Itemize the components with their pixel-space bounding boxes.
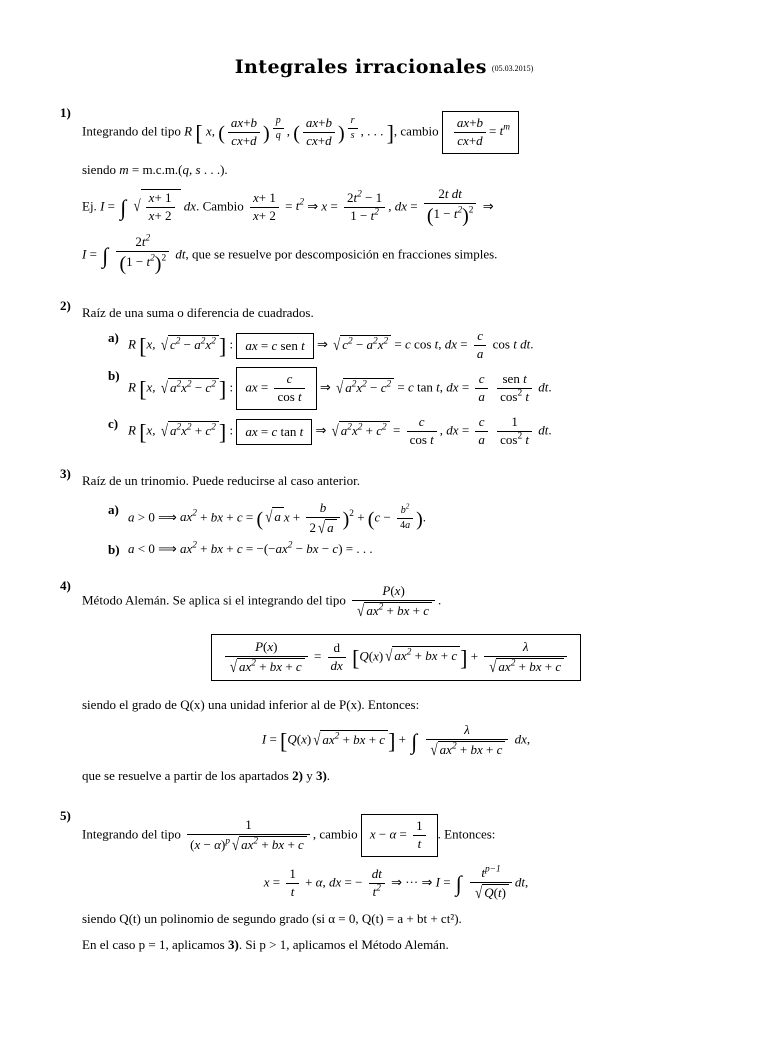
section-1-body	[82, 104, 710, 283]
document-content	[0, 104, 768, 962]
section-5-body	[82, 807, 710, 961]
section-4-tail	[82, 767, 710, 786]
integral-sign-3: ∫	[411, 728, 418, 754]
section-5-cambio-word: , cambio	[312, 826, 358, 842]
section-3-number: 3)	[60, 466, 71, 482]
section-2-body	[82, 297, 710, 453]
fraction-x-solution: $\frac{2t^2 - 1}{1 - t^2}$	[344, 191, 385, 224]
section-3-sub-b: b) a < 0 ⟹ $ax^2$ + bx + $c = -(-ax^2$ − bx − c) = . . .	[108, 540, 373, 557]
section-2-sub-b: b) R [x, √ $a^2x^2 - c^2$ ] : ax = $\frac{c}{\text{cos t}}$ ⇒ √ $a^2x^2 - c^2 = c$ tan t, dx = $\frac{c}{a}$ $\frac{\text{sen t}}{\cos^2 t}$ dt.	[108, 367, 710, 410]
boxed-change-2a: ax = c sen t	[236, 333, 313, 359]
section-5	[60, 807, 710, 961]
section-3-lead: Raíz de un trinomio. Puede reducirse al caso anterior.	[82, 473, 360, 489]
fraction-dx-1: $\frac{\text{2t dt}}{(1 - t^2)^2}$	[424, 187, 477, 228]
section-2-sub-a-number: a)	[108, 330, 119, 346]
section-1-final-text: que se resuelve por descomposición en fracciones simples.	[192, 246, 498, 262]
section-4-tail-dot: .	[326, 768, 331, 784]
section-2-sub-c: c) R [x, √ $a^2x^2 + c^2$ ] : ax = c tan t ⇒ √ $a^2x^2 + c^2$ = $\frac{c}{\text{cos t}}$ , dx = $\frac{c}{a}$ $\frac{1}{\cos^2 t}$ dt.	[108, 414, 552, 448]
section-1-lead: Integrando del tipo	[82, 123, 181, 139]
fraction-ax-b-cx-d-1: $\frac{ax+b}{cx+d}$	[228, 116, 260, 149]
section-4-body	[82, 577, 710, 793]
document-date: (05.03.2015)	[491, 64, 534, 73]
section-1	[60, 104, 710, 283]
cambio-word-1: , cambio	[393, 123, 439, 139]
section-3-sub-b-number: b)	[108, 541, 120, 557]
section-5-last-a: En el caso p = 1, aplicamos	[82, 936, 225, 952]
section-1-example: Ej. I = ∫ √ $\frac{x+ 1}{x+ 2}$ dx. Cambio $\frac{x+ 1}{x+ 2}$ = $t^2$ ⇒ x = $\frac{2t^2 - 1}{1 - t^2}$ , dx = $\frac{\text{2t dt}}{(1 - t^2)^2}$ ⇒	[82, 185, 494, 227]
page-title: Integrales irracionales	[234, 56, 487, 78]
boxed-formula-aleman: $\frac{P(x)}{√ ax^2 + bx + c}$ = $\frac{d}{dx}$ [Q(x) √ $ax^2$ + bx + c ] + $\frac{\lambda}{√ ax^2 + bx + c}$	[211, 634, 581, 681]
fraction-P-over-sqrt: $\frac{P(x)}{√ ax^2 + bx + c}$	[352, 584, 435, 619]
boxed-change-2b: ax = $\frac{c}{\text{cos t}}$	[236, 367, 316, 410]
section-4-siendo: siendo el grado de Q(x) una unidad inferior al de P(x). Entonces:	[82, 696, 420, 712]
section-4-ref-3: 3)	[315, 768, 327, 784]
section-2	[60, 297, 710, 453]
variable-x: x,	[205, 123, 215, 139]
section-4-boxed-formula-wrap	[82, 628, 710, 687]
ellipsis-1: , . . .	[360, 123, 384, 139]
paren-close-2: )	[338, 122, 345, 145]
exponent-r-s: r s	[345, 122, 361, 132]
section-5-last-line	[82, 936, 710, 955]
document-page	[0, 56, 768, 1050]
section-5-last-b: . Si p > 1, aplicamos el Método Alemán.	[238, 936, 449, 952]
section-4-lead: Método Alemán. Se aplica si el integrando del tipo	[82, 592, 346, 608]
section-3-body	[82, 465, 710, 563]
section-3-sub-a: a) a > 0 ⟹ $ax^2$ + bx + c = ( √ a x + $\frac{b}{2 √ a}$ )$^2$ + (c − $\frac{b^2}{4a}$ ).	[108, 499, 426, 537]
integral-sign-2: ∫	[102, 243, 109, 269]
section-3	[60, 465, 710, 563]
section-1-siendo: siendo m = m.c.m.(q, s . . .).	[82, 161, 228, 177]
section-2-number: 2)	[60, 297, 71, 313]
bracket-close: ]	[386, 120, 394, 146]
section-5-display: x = $\frac{1}{t}$ + α, dx = − $\frac{dt}{t^2}$ ⇒ ··· ⇒ I = ∫ $\frac{t^{p-1}}{√ Q(t)}$ dt,	[263, 864, 529, 902]
integral-sign-4: ∫	[455, 871, 462, 897]
paren-close-1: )	[263, 122, 270, 145]
bracket-open: [	[195, 120, 203, 146]
section-5-ref-3: 3)	[227, 936, 239, 952]
section-4-tail-y: y	[306, 768, 313, 784]
section-5-number: 5)	[60, 808, 71, 824]
section-2-sub-c-number: c)	[108, 416, 119, 432]
section-4-display: I = [Q(x) √ $ax^2$ + bx + c ] + ∫ $\frac{\lambda}{√ ax^2 + bx + c}$ dx,	[261, 722, 531, 759]
section-5-siendo: siendo Q(t) un polinomio de segundo grado (si α = 0, Q(t) = a + bt + ct²).	[82, 910, 462, 926]
sqrt-outer-1: √ $\frac{x+ 1}{x+ 2}$	[132, 189, 181, 224]
R-symbol: R	[184, 123, 193, 139]
boxed-change-5: x − α = $\frac{1}{t}$	[361, 814, 438, 857]
title-row	[0, 56, 768, 78]
section-1-final: I = ∫ $\frac{2t^2}{(1 - t^2)^2}$ dt, que se resuelve por descomposición en fracciones simples.	[82, 233, 498, 275]
section-2-lead: Raíz de una suma o diferencia de cuadrados.	[82, 304, 314, 320]
section-4-lead-line	[82, 584, 710, 619]
section-2-sub-b-number: b)	[108, 368, 120, 384]
section-4-lead-end: .	[438, 592, 442, 608]
section-4-ref-2: 2)	[292, 768, 303, 784]
section-1-lead-line: Integrando del tipo R [ x, ( $\frac{ax+b}{cx+d}$ ) $^{\frac{p}{q}}$ , ( $\frac{ax+b}{cx+d}$ ) $^{\frac{r}{s}}$ , . . . ], cambio $\frac{ax+b}{cx+d}$ = $t^m$	[82, 111, 710, 154]
boxed-change-1: $\frac{ax+b}{cx+d}$ = $t^m$	[442, 111, 519, 154]
paren-open-1: (	[218, 122, 225, 145]
section-5-lead: Integrando del tipo	[82, 826, 181, 842]
section-2-sub-a: a) R [x, √ $c^2 - a^2x^2$ ] : ax = c sen t ⇒ √ $c^2 - a^2x^2 = c$ cos t, dx = $\frac{c}{a}$ cos t dt.	[108, 328, 534, 362]
section-5-lead-line	[82, 814, 710, 857]
section-4	[60, 577, 710, 793]
fraction-x1-x2: $\frac{x+ 1}{x+ 2}$	[250, 191, 279, 224]
integral-sign-1: ∫	[120, 195, 127, 221]
section-4-tail-text: que se resuelve a partir de los apartados	[82, 768, 289, 784]
section-5-entonces: . Entonces:	[437, 826, 496, 842]
section-3-sub-a-number: a)	[108, 501, 119, 517]
exponent-p-q: p q	[270, 122, 287, 132]
paren-open-2: (	[293, 122, 300, 145]
fraction-final-1: $\frac{2t^2}{(1 - t^2)^2}$	[116, 235, 169, 276]
fraction-ax-b-cx-d-2: $\frac{ax+b}{cx+d}$	[303, 116, 335, 149]
boxed-change-2c: ax = c tan t	[236, 419, 312, 445]
fraction-1-over-xalpha: $\frac{1}{(x - \alpha)^p √ ax^2 + bx + c}$	[187, 818, 310, 853]
section-4-number: 4)	[60, 577, 71, 593]
section-1-number: 1)	[60, 105, 71, 120]
